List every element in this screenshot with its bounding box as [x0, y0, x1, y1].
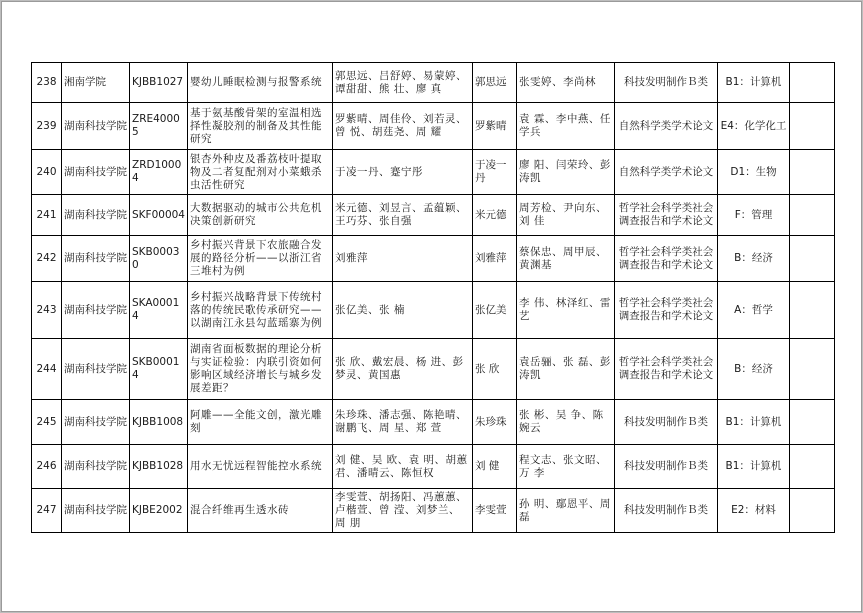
work-category: 科技发明制作Ｂ类: [615, 489, 718, 533]
empty-cell: [790, 195, 835, 236]
discipline: E4：化学化工: [718, 103, 790, 150]
project-code: SKB00030: [130, 236, 188, 282]
team-members: 张亿美、张 楠: [333, 282, 473, 339]
school-name: 湖南科技学院: [62, 489, 130, 533]
empty-cell: [790, 445, 835, 489]
row-number: 238: [32, 63, 62, 103]
team-members: 刘 健、吴 欧、袁 明、胡蕙君、潘晴云、陈恒权: [333, 445, 473, 489]
row-number: 246: [32, 445, 62, 489]
tutors: 周芳检、尹向东、刘 佳: [517, 195, 615, 236]
table-row: [32, 445, 835, 489]
team-leader: 刘雅萍: [473, 236, 517, 282]
tutors: 孙 明、鄢恩平、周 磊: [517, 489, 615, 533]
document-page: [1, 1, 862, 612]
project-title: 湖南省面板数据的理论分析与实证检验：内联引资如何影响区域经济增长与城乡发展差距？: [188, 339, 333, 400]
row-number: 241: [32, 195, 62, 236]
project-code: KJBB1008: [130, 400, 188, 445]
school-name: 湖南科技学院: [62, 400, 130, 445]
project-code: KJBB1028: [130, 445, 188, 489]
table-row: [32, 400, 835, 445]
work-category: 科技发明制作Ｂ类: [615, 63, 718, 103]
row-number: 239: [32, 103, 62, 150]
award-table: [31, 62, 835, 533]
work-category: 哲学社会科学类社会调查报告和学术论文: [615, 236, 718, 282]
discipline: B1：计算机: [718, 445, 790, 489]
tutors: 程文志、张文昭、万 李: [517, 445, 615, 489]
empty-cell: [790, 282, 835, 339]
project-title: 乡村振兴背景下农旅融合发展的路径分析——以浙江省三堆村为例: [188, 236, 333, 282]
team-members: 郭思远、吕舒婷、易蒙婷、谭甜甜、熊 壮、廖 真: [333, 63, 473, 103]
team-leader: 张 欣: [473, 339, 517, 400]
team-leader: 刘 健: [473, 445, 517, 489]
school-name: 湖南科技学院: [62, 195, 130, 236]
team-leader: 罗紫晴: [473, 103, 517, 150]
project-code: KJBE2002: [130, 489, 188, 533]
project-title: 混合纤维再生透水砖: [188, 489, 333, 533]
project-title: 基于氨基酸骨架的室温相选择性凝胶剂的制备及其性能研究: [188, 103, 333, 150]
work-category: 自然科学类学术论文: [615, 103, 718, 150]
team-members: 张 欣、戴宏晨、杨 进、彭梦灵、黄国惠: [333, 339, 473, 400]
project-code: SKF00004: [130, 195, 188, 236]
school-name: 湖南科技学院: [62, 339, 130, 400]
project-code: ZRD10004: [130, 150, 188, 195]
table-row: [32, 489, 835, 533]
discipline: A：哲学: [718, 282, 790, 339]
school-name: 湖南科技学院: [62, 103, 130, 150]
discipline: B1：计算机: [718, 400, 790, 445]
tutors: 廖 阳、闫荣玲、彭涛凯: [517, 150, 615, 195]
team-members: 朱珍珠、潘志强、陈艳晴、谢鹏飞、周 星、郑 萱: [333, 400, 473, 445]
school-name: 湘南学院: [62, 63, 130, 103]
team-leader: 朱珍珠: [473, 400, 517, 445]
empty-cell: [790, 236, 835, 282]
team-leader: 李雯萱: [473, 489, 517, 533]
table-row: [32, 236, 835, 282]
tutors: 李 伟、林泽红、雷 艺: [517, 282, 615, 339]
discipline: B：经济: [718, 236, 790, 282]
table-row: [32, 150, 835, 195]
empty-cell: [790, 103, 835, 150]
empty-cell: [790, 489, 835, 533]
work-category: 科技发明制作Ｂ类: [615, 445, 718, 489]
team-leader: 于凌一丹: [473, 150, 517, 195]
row-number: 245: [32, 400, 62, 445]
school-name: 湖南科技学院: [62, 150, 130, 195]
project-title: 银杏外种皮及番荔枝叶提取物及二者复配剂对小菜蛾杀虫活性研究: [188, 150, 333, 195]
project-code: SKA00014: [130, 282, 188, 339]
tutors: 袁岳骊、张 磊、彭涛凯: [517, 339, 615, 400]
empty-cell: [790, 400, 835, 445]
row-number: 242: [32, 236, 62, 282]
row-number: 244: [32, 339, 62, 400]
project-code: KJBB1027: [130, 63, 188, 103]
team-members: 罗紫晴、周佳伶、刘若灵、曾 悦、胡莛尧、周 耀: [333, 103, 473, 150]
table-row: [32, 282, 835, 339]
work-category: 哲学社会科学类社会调查报告和学术论文: [615, 195, 718, 236]
tutors: 蔡保忠、周甲辰、黄渊基: [517, 236, 615, 282]
team-members: 于凌一丹、蹇宁彤: [333, 150, 473, 195]
discipline: D1：生物: [718, 150, 790, 195]
project-title: 阿雕——全能文创，激光雕刻: [188, 400, 333, 445]
work-category: 自然科学类学术论文: [615, 150, 718, 195]
team-members: 米元德、刘昱言、孟蕴颖、王巧芬、张自强: [333, 195, 473, 236]
table-row: [32, 63, 835, 103]
work-category: 哲学社会科学类社会调查报告和学术论文: [615, 282, 718, 339]
project-title: 大数据驱动的城市公共危机决策创新研究: [188, 195, 333, 236]
school-name: 湖南科技学院: [62, 282, 130, 339]
tutors: 张雯婷、李尚林: [517, 63, 615, 103]
empty-cell: [790, 63, 835, 103]
project-code: ZRE40005: [130, 103, 188, 150]
discipline: F：管理: [718, 195, 790, 236]
discipline: B1：计算机: [718, 63, 790, 103]
tutors: 张 彬、吴 争、陈婉云: [517, 400, 615, 445]
work-category: 哲学社会科学类社会调查报告和学术论文: [615, 339, 718, 400]
row-number: 247: [32, 489, 62, 533]
table-body: [32, 63, 835, 533]
discipline: E2：材料: [718, 489, 790, 533]
work-category: 科技发明制作Ｂ类: [615, 400, 718, 445]
row-number: 243: [32, 282, 62, 339]
project-title: 用水无忧远程智能控水系统: [188, 445, 333, 489]
team-leader: 郭思远: [473, 63, 517, 103]
school-name: 湖南科技学院: [62, 236, 130, 282]
school-name: 湖南科技学院: [62, 445, 130, 489]
team-leader: 张亿美: [473, 282, 517, 339]
team-members: 李雯萱、胡扬阳、冯蕙蕙、卢楷萱、曾 滢、刘梦兰、周 朋: [333, 489, 473, 533]
table-row: [32, 103, 835, 150]
empty-cell: [790, 339, 835, 400]
table-row: [32, 339, 835, 400]
empty-cell: [790, 150, 835, 195]
project-code: SKB00014: [130, 339, 188, 400]
team-members: 刘雅萍: [333, 236, 473, 282]
project-title: 乡村振兴战略背景下传统村落的传统民歌传承研究——以湖南江永县勾蓝瑶寨为例: [188, 282, 333, 339]
tutors: 袁 霖、李中燕、任学兵: [517, 103, 615, 150]
discipline: B：经济: [718, 339, 790, 400]
row-number: 240: [32, 150, 62, 195]
project-title: 婴幼儿睡眠检测与报警系统: [188, 63, 333, 103]
team-leader: 米元德: [473, 195, 517, 236]
table-row: [32, 195, 835, 236]
